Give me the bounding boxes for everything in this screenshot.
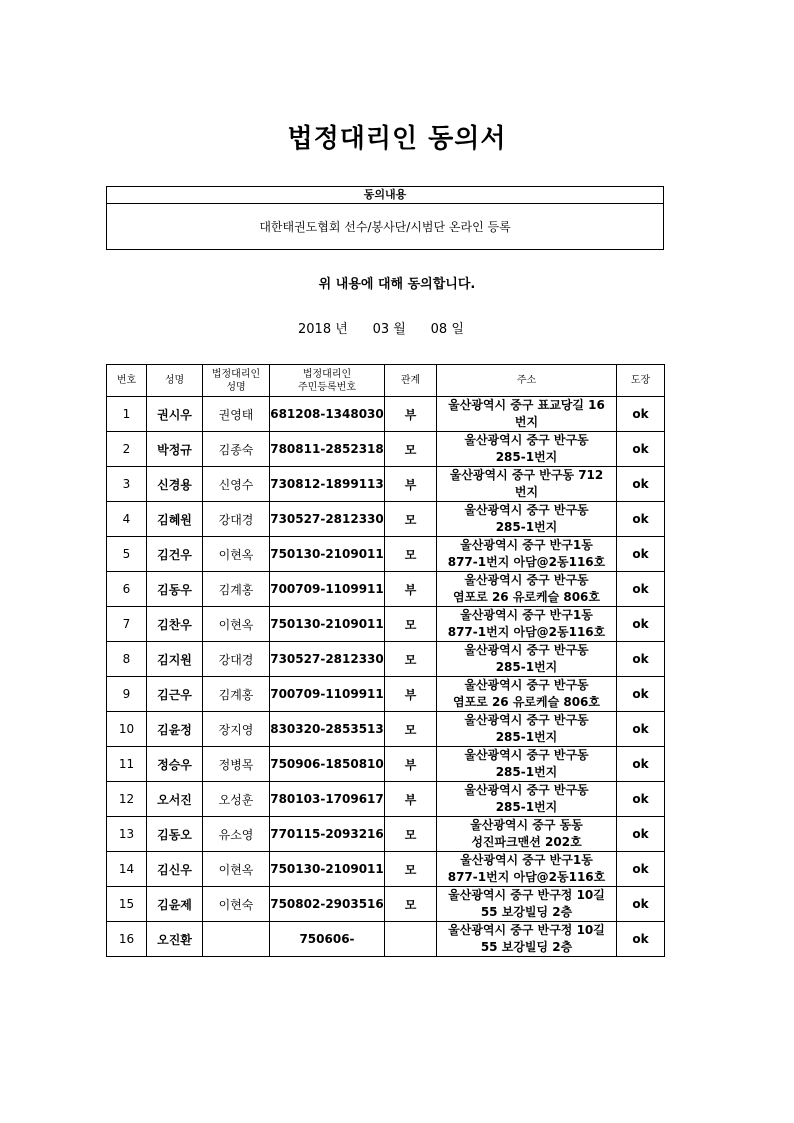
seal-status: ok [617,817,665,852]
guardian-id-number: 750130-2109011 [270,537,385,572]
relation: 모 [385,432,437,467]
address-line-2: 염포로 26 유로케슬 806호 [452,695,601,709]
address [437,642,617,677]
table-row [107,712,665,747]
relation: 부 [385,572,437,607]
relation: 모 [385,607,437,642]
row-number: 6 [107,572,147,607]
guardian-name: 김종숙 [203,432,270,467]
seal-status: ok [617,747,665,782]
address [437,922,617,957]
address-line-2: 성진파크맨션 202호 [471,835,582,849]
guardian-id-number: 770115-2093216 [270,817,385,852]
address-line-2: 877-1번지 아담@2동116호 [447,870,606,884]
member-name: 김건우 [147,537,203,572]
address-line-1: 울산광역시 중구 반구동 [464,748,589,762]
address-line-2: 285-1번지 [495,520,558,534]
guardian-name: 이현옥 [203,852,270,887]
date-day-unit: 일 [451,322,464,337]
guardian-id-number: 730527-2812330 [270,642,385,677]
address-line-1: 울산광역시 중구 반구1동 [460,853,593,867]
address-line-1: 울산광역시 중구 반구1동 [460,608,593,622]
relation: 모 [385,817,437,852]
member-name: 김동오 [147,817,203,852]
row-number: 3 [107,467,147,502]
address-line-1: 울산광역시 중구 동동 [470,818,583,832]
address-line-2: 877-1번지 아담@2동116호 [447,555,606,569]
row-number: 15 [107,887,147,922]
address-line-2: 285-1번지 [495,765,558,779]
header-relation: 관계 [385,365,437,397]
consent-body: 대한태권도협회 선수/봉사단/시범단 온라인 등록 [259,220,511,234]
row-number: 12 [107,782,147,817]
seal-status: ok [617,642,665,677]
header-name: 성명 [147,365,203,397]
address-line-1: 울산광역시 중구 반구정 10길 [448,923,605,937]
seal-status: ok [617,922,665,957]
address-line-1: 울산광역시 중구 반구1동 [460,538,593,552]
address-line-2: 55 보강빌딩 2층 [480,905,573,919]
row-number: 4 [107,502,147,537]
member-name: 오진환 [147,922,203,957]
address-line-1: 울산광역시 중구 반구동 [464,643,589,657]
guardian-id-number: 780103-1709617 [270,782,385,817]
date-day: 08 [430,322,448,337]
guardian-name: 신영수 [203,467,270,502]
consent-box [106,186,664,250]
guardian-id-number: 750802-2903516 [270,887,385,922]
header-guardian-name [203,365,270,397]
guardian-name: 이현옥 [203,537,270,572]
guardian-id-number: 730812-1899113 [270,467,385,502]
address [437,467,617,502]
address [437,397,617,432]
member-name: 김지원 [147,642,203,677]
address-line-2: 번지 [514,485,539,499]
header-guardian-name-line1: 법정대리인 [211,368,261,380]
relation: 부 [385,467,437,502]
address [437,677,617,712]
relation: 모 [385,642,437,677]
row-number: 9 [107,677,147,712]
header-guardian-id-line2: 주민등록번호 [298,381,356,393]
member-name: 권시우 [147,397,203,432]
table-body [107,397,665,957]
guardian-table [106,364,665,957]
address-line-2: 285-1번지 [495,660,558,674]
row-number: 10 [107,712,147,747]
header-guardian-name-line2: 성명 [226,381,246,393]
seal-status: ok [617,607,665,642]
member-name: 신경용 [147,467,203,502]
header-seal: 도장 [617,365,665,397]
guardian-id-number: 750130-2109011 [270,852,385,887]
relation: 모 [385,502,437,537]
relation: 부 [385,677,437,712]
address-line-1: 울산광역시 중구 반구동 [464,783,589,797]
table-row [107,432,665,467]
table-row [107,887,665,922]
address [437,607,617,642]
header-guardian-id [270,365,385,397]
address-line-1: 울산광역시 중구 반구동 [464,713,589,727]
table-row [107,502,665,537]
relation: 모 [385,712,437,747]
guardian-name: 장지영 [203,712,270,747]
guardian-id-number: 700709-1109911 [270,572,385,607]
guardian-id-number: 750606- [270,922,385,957]
guardian-name: 이현옥 [203,607,270,642]
table-row [107,677,665,712]
member-name: 김윤정 [147,712,203,747]
guardian-id-number: 750906-1850810 [270,747,385,782]
guardian-id-number: 730527-2812330 [270,502,385,537]
row-number: 7 [107,607,147,642]
relation: 모 [385,887,437,922]
row-number: 11 [107,747,147,782]
date-month: 03 [372,322,390,337]
guardian-name: 강대경 [203,502,270,537]
member-name: 오서진 [147,782,203,817]
consent-date [298,318,464,337]
member-name: 김근우 [147,677,203,712]
address [437,537,617,572]
seal-status: ok [617,502,665,537]
row-number: 2 [107,432,147,467]
address [437,782,617,817]
address-line-2: 877-1번지 아담@2동116호 [447,625,606,639]
table-row [107,642,665,677]
address-line-2: 번지 [514,415,539,429]
seal-status: ok [617,572,665,607]
relation: 모 [385,852,437,887]
member-name: 김혜원 [147,502,203,537]
document-title: 법정대리인 동의서 [287,124,507,154]
guardian-name: 유소영 [203,817,270,852]
address [437,747,617,782]
row-number: 1 [107,397,147,432]
guardian-name [203,922,270,957]
guardian-id-number: 681208-1348030 [270,397,385,432]
guardian-name: 정병목 [203,747,270,782]
guardian-name: 이현숙 [203,887,270,922]
address [437,432,617,467]
seal-status: ok [617,887,665,922]
table-row [107,817,665,852]
address-line-2: 285-1번지 [495,450,558,464]
address [437,887,617,922]
seal-status: ok [617,677,665,712]
date-year-unit: 년 [335,322,348,337]
address-line-1: 울산광역시 중구 반구동 [464,433,589,447]
relation: 모 [385,537,437,572]
guardian-id-number: 750130-2109011 [270,607,385,642]
consent-header: 동의내용 [107,187,663,204]
row-number: 8 [107,642,147,677]
seal-status: ok [617,432,665,467]
seal-status: ok [617,852,665,887]
relation [385,922,437,957]
guardian-id-number: 780811-2852318 [270,432,385,467]
relation: 부 [385,397,437,432]
header-number: 번호 [107,365,147,397]
address [437,502,617,537]
date-year: 2018 [298,322,332,337]
member-name: 김신우 [147,852,203,887]
guardian-id-number: 700709-1109911 [270,677,385,712]
table-row [107,397,665,432]
seal-status: ok [617,537,665,572]
address-line-2: 285-1번지 [495,730,558,744]
table-row [107,747,665,782]
seal-status: ok [617,467,665,502]
seal-status: ok [617,782,665,817]
member-name: 박정규 [147,432,203,467]
agreement-statement: 위 내용에 대해 동의합니다. [318,277,476,292]
row-number: 13 [107,817,147,852]
date-month-unit: 월 [393,322,406,337]
table-row [107,537,665,572]
table-header-row [107,365,665,397]
guardian-name: 강대경 [203,642,270,677]
guardian-name: 권영태 [203,397,270,432]
address-line-1: 울산광역시 중구 반구정 10길 [448,888,605,902]
address-line-2: 285-1번지 [495,800,558,814]
address [437,712,617,747]
address-line-1: 울산광역시 중구 표교당길 16 [448,398,605,412]
row-number: 16 [107,922,147,957]
guardian-name: 오성훈 [203,782,270,817]
guardian-id-number: 830320-2853513 [270,712,385,747]
member-name: 정승우 [147,747,203,782]
guardian-name: 김계홍 [203,677,270,712]
address-line-1: 울산광역시 중구 반구동 [464,503,589,517]
address-line-1: 울산광역시 중구 반구동 712 [449,468,604,482]
guardian-name: 김계홍 [203,572,270,607]
header-guardian-id-line1: 법정대리인 [302,368,352,380]
member-name: 김윤제 [147,887,203,922]
address-line-2: 55 보강빌딩 2층 [480,940,573,954]
relation: 부 [385,782,437,817]
relation: 부 [385,747,437,782]
table-row [107,922,665,957]
table-row [107,572,665,607]
table-row [107,607,665,642]
table-row [107,467,665,502]
row-number: 14 [107,852,147,887]
seal-status: ok [617,397,665,432]
member-name: 김동우 [147,572,203,607]
address [437,572,617,607]
address-line-2: 염포로 26 유로케슬 806호 [452,590,601,604]
address-line-1: 울산광역시 중구 반구동 [464,678,589,692]
seal-status: ok [617,712,665,747]
address [437,817,617,852]
table-row [107,782,665,817]
member-name: 김찬우 [147,607,203,642]
row-number: 5 [107,537,147,572]
address [437,852,617,887]
table-row [107,852,665,887]
header-address: 주소 [437,365,617,397]
address-line-1: 울산광역시 중구 반구동 [464,573,589,587]
